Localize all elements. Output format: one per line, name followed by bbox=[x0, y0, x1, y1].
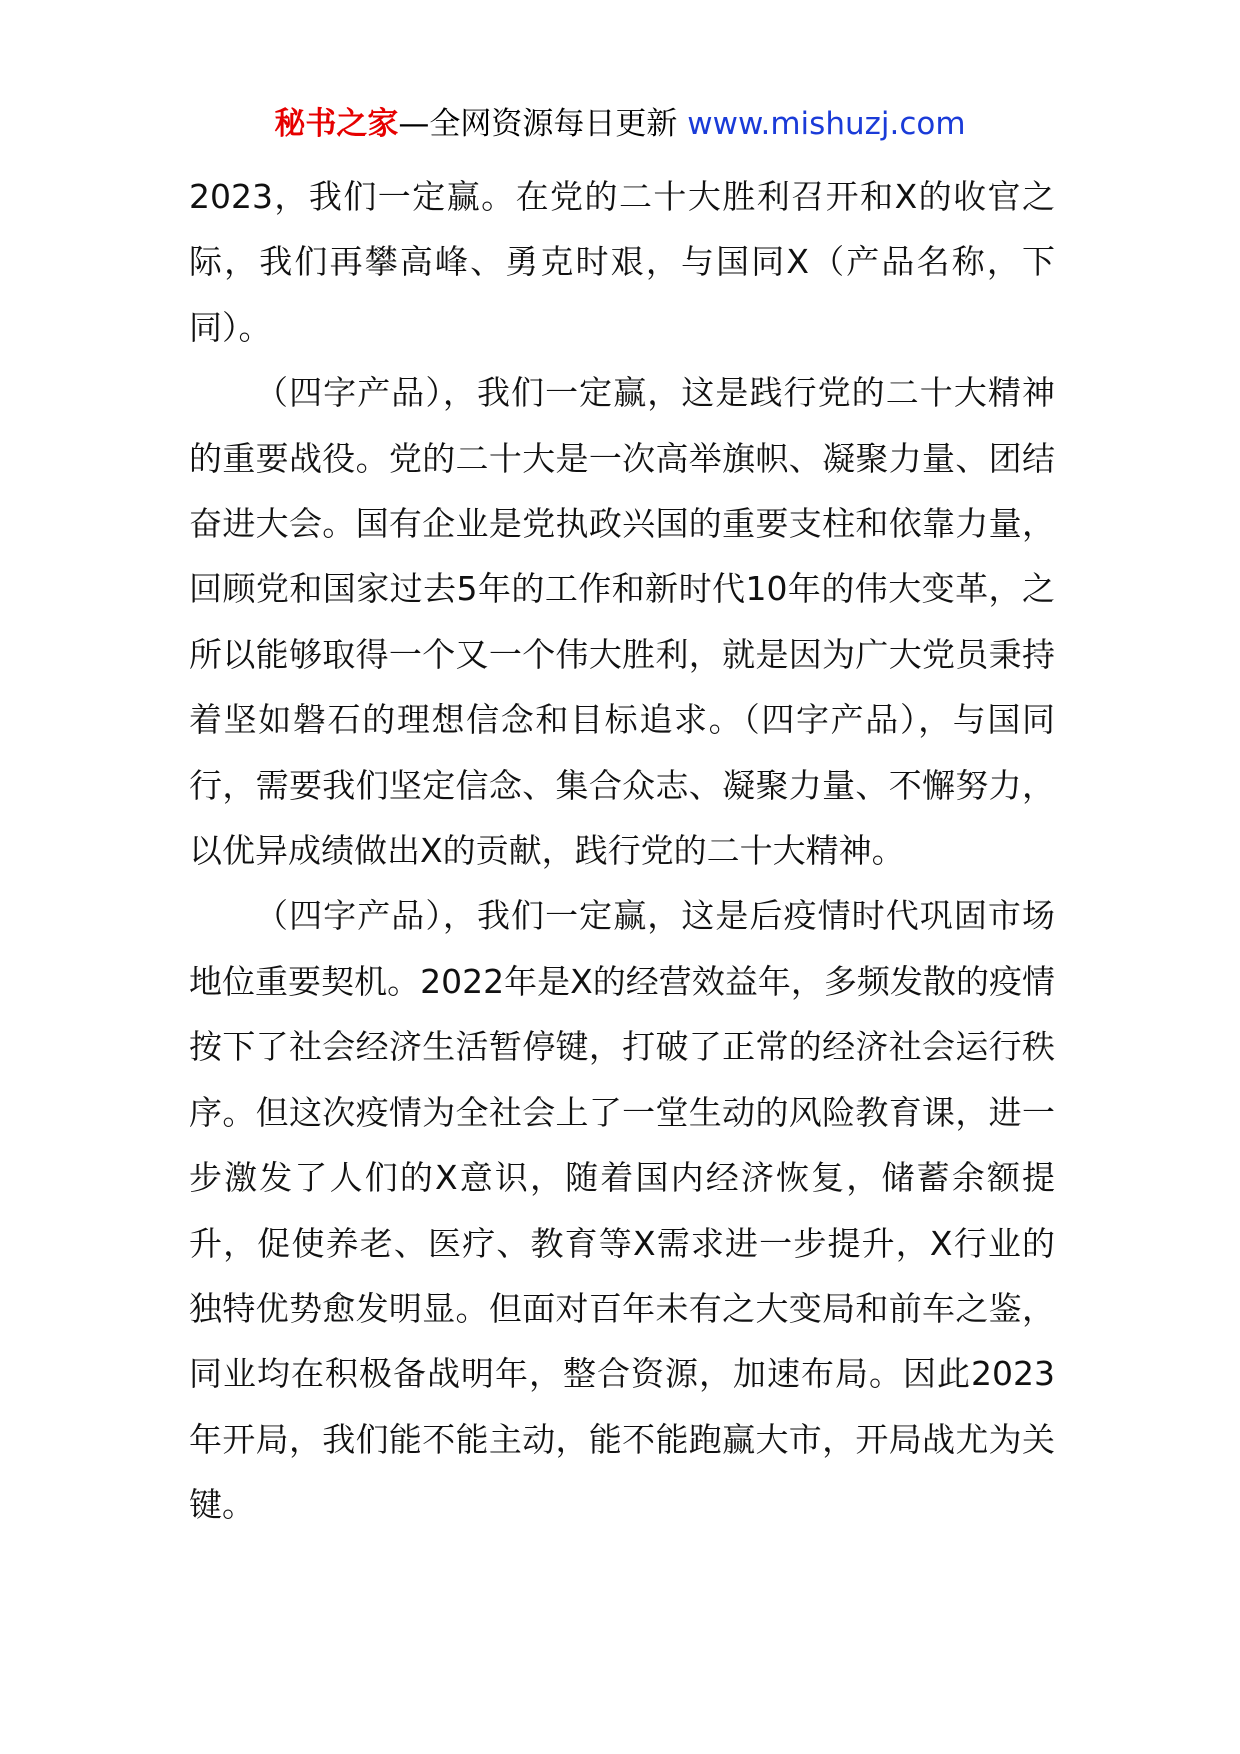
document-body bbox=[189, 164, 1055, 1538]
page-header bbox=[0, 100, 1240, 148]
paragraph-1: 2023，我们一定赢。在党的二十大胜利召开和X的收官之际，我们再攀高峰、勇克时艰，与国同X（产品名称，下同）。 bbox=[189, 177, 1055, 347]
header-brand: 秘书之家 bbox=[274, 106, 399, 142]
header-site-link[interactable]: www.mishuzj.com bbox=[687, 106, 966, 142]
header-slogan: —全网资源每日更新 bbox=[398, 106, 678, 142]
paragraph-3: （四字产品），我们一定赢，这是后疫情时代巩固市场地位重要契机。2022年是X的经营效益年，多频发散的疫情按下了社会经济生活暂停键，打破了正常的经济社会运行秩序。但这次疫情为全社会上了一堂生动的风险教育课，进一步激发了人们的X意识，随着国内经济恢复，储蓄余额提升，促使养老、医疗、教育等X需求进一步提升，X行业的独特优势愈发明显。但面对百年未有之大变局和前车之鉴，同业均在积极备战明年，整合资源，加速布局。因此2023年开局，我们能不能主动，能不能跑赢大市，开局战尤为关键。 bbox=[189, 896, 1055, 1525]
paragraph-2: （四字产品），我们一定赢，这是践行党的二十大精神的重要战役。党的二十大是一次高举旗帜、凝聚力量、团结奋进大会。国有企业是党执政兴国的重要支柱和依靠力量，回顾党和国家过去5年的工作和新时代10年的伟大变革，之所以能够取得一个又一个伟大胜利，就是因为广大党员秉持着坚如磐石的理想信念和目标追求。（四字产品），与国同行，需要我们坚定信念、集合众志、凝聚力量、不懈努力，以优异成绩做出X的贡献，践行党的二十大精神。 bbox=[189, 373, 1055, 871]
